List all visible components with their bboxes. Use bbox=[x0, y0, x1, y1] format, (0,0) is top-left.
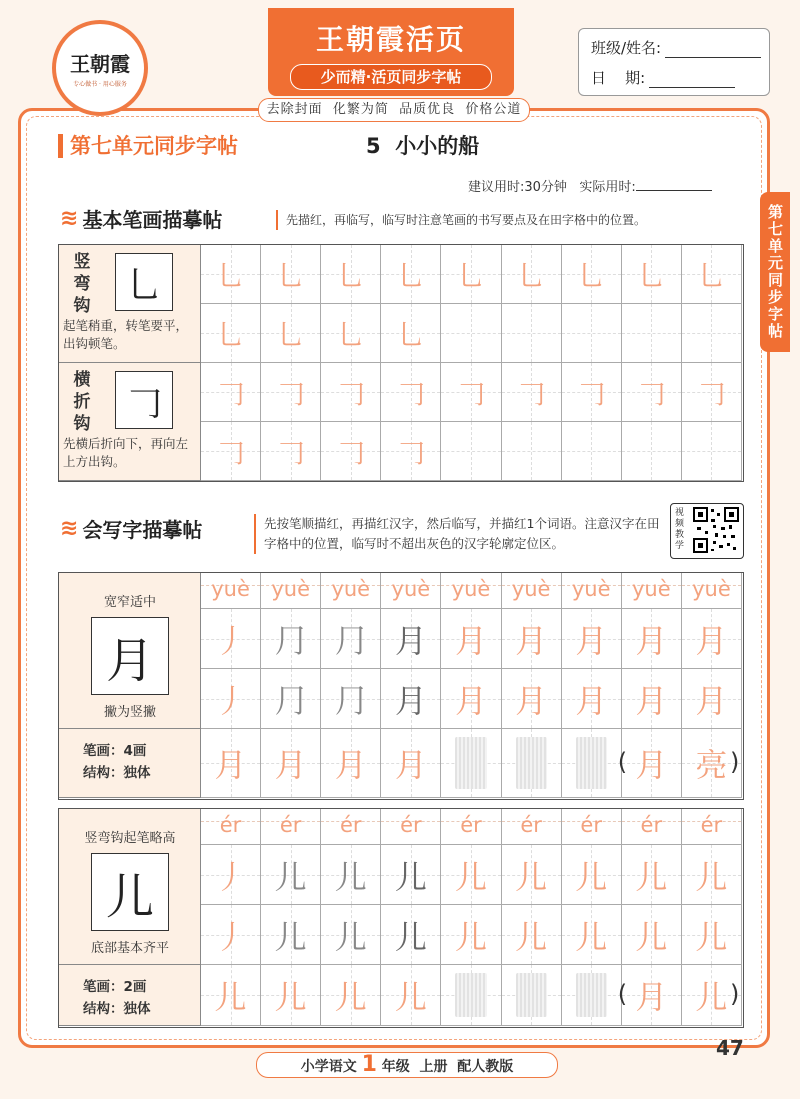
trace-stroke: 𠃌 bbox=[517, 377, 546, 410]
practice-cell[interactable] bbox=[622, 363, 682, 422]
practice-cell[interactable] bbox=[682, 245, 742, 304]
pinyin-trace: ér bbox=[700, 813, 723, 837]
trace-stroke: 𠃌 bbox=[396, 377, 425, 410]
pinyin-trace: yuè bbox=[511, 577, 551, 601]
trace-char: 月 bbox=[515, 621, 548, 660]
actual-time-field[interactable] bbox=[636, 178, 712, 191]
practice-cell[interactable] bbox=[622, 965, 682, 1026]
practice-cell[interactable] bbox=[201, 965, 261, 1026]
practice-cell[interactable] bbox=[622, 845, 682, 905]
section1-desc: 先描红，再临写，临写时注意笔画的书写要点及在田字格中的位置。 bbox=[276, 210, 756, 230]
trace-stroke: 𠃌 bbox=[336, 377, 365, 410]
section2-header bbox=[60, 514, 202, 543]
practice-cell[interactable] bbox=[622, 609, 682, 669]
time-row bbox=[468, 176, 712, 195]
pinyin-cell[interactable] bbox=[622, 573, 682, 609]
wave-icon: ≋ bbox=[60, 516, 79, 541]
practice-cell[interactable] bbox=[502, 905, 562, 965]
char-bottom-tip: 撇为竖撇 bbox=[103, 705, 156, 720]
trace-stroke: 𠃌 bbox=[697, 377, 726, 410]
practice-cell[interactable] bbox=[381, 422, 441, 481]
practice-cell[interactable] bbox=[441, 245, 501, 304]
footer-grade-text: 年级 上册 配人教版 bbox=[381, 1059, 514, 1075]
practice-cell[interactable] bbox=[682, 905, 742, 965]
practice-cell[interactable] bbox=[201, 245, 261, 304]
practice-cell[interactable] bbox=[381, 965, 441, 1026]
footer-subject: 小学语文 bbox=[300, 1059, 357, 1075]
lesson-title: 5 小小的船 bbox=[366, 134, 480, 158]
practice-cell[interactable] bbox=[622, 304, 682, 363]
word-paren-right: ) bbox=[730, 979, 740, 1008]
class-name-label: 班级/姓名: bbox=[591, 39, 662, 57]
trace-stroke: 乚 bbox=[637, 259, 666, 292]
pinyin-cell[interactable] bbox=[321, 573, 381, 609]
practice-cell[interactable] bbox=[261, 609, 321, 669]
practice-cell[interactable] bbox=[321, 245, 381, 304]
practice-cell[interactable] bbox=[562, 245, 622, 304]
pinyin-cell[interactable] bbox=[441, 809, 501, 845]
pinyin-cell[interactable] bbox=[502, 809, 562, 845]
practice-cell[interactable] bbox=[381, 729, 441, 798]
pinyin-trace: yuè bbox=[211, 577, 250, 601]
practice-cell[interactable] bbox=[261, 363, 321, 422]
char-structure: 结构：独体 bbox=[83, 765, 151, 781]
practice-cell[interactable] bbox=[321, 304, 381, 363]
trace-char: 儿 bbox=[394, 857, 427, 896]
practice-cell[interactable] bbox=[381, 845, 441, 905]
practice-cell[interactable] bbox=[562, 609, 622, 669]
class-name-field[interactable] bbox=[665, 43, 761, 58]
word-trace-char: 月 bbox=[635, 978, 668, 1016]
trace-char: 丿 bbox=[214, 621, 247, 660]
practice-cell[interactable] bbox=[321, 609, 381, 669]
practice-cell[interactable] bbox=[441, 422, 501, 481]
practice-cell[interactable] bbox=[261, 669, 321, 729]
practice-cell[interactable] bbox=[682, 669, 742, 729]
logo-text: 王朝霞 bbox=[70, 52, 130, 76]
pinyin-cell[interactable] bbox=[682, 809, 742, 845]
slogan: 去除封面 化繁为简 品质优良 价格公道 bbox=[258, 98, 530, 122]
practice-cell[interactable] bbox=[562, 965, 622, 1026]
pinyin-trace: ér bbox=[460, 813, 482, 837]
trace-char: 月 bbox=[454, 621, 487, 660]
practice-cell[interactable] bbox=[682, 363, 742, 422]
trace-char: 月 bbox=[575, 681, 608, 720]
page-number: 47 bbox=[716, 1036, 744, 1060]
practice-cell[interactable] bbox=[562, 304, 622, 363]
practice-cell[interactable] bbox=[201, 304, 261, 363]
stroke-tip: 先横后折向下，再向左上方出钩。 bbox=[63, 436, 189, 469]
pinyin-cell[interactable] bbox=[201, 573, 261, 609]
trace-stroke: 乚 bbox=[517, 259, 546, 292]
trace-char: ⺆ bbox=[334, 681, 367, 720]
practice-cell[interactable] bbox=[381, 245, 441, 304]
pinyin-trace: ér bbox=[640, 813, 663, 837]
trace-char: 儿 bbox=[394, 917, 427, 956]
trace-stroke: 乚 bbox=[396, 318, 425, 351]
pinyin-cell[interactable] bbox=[502, 573, 562, 609]
pinyin-cell[interactable] bbox=[562, 573, 622, 609]
char-stroke-count: 笔画：4画 bbox=[83, 743, 147, 759]
pinyin-trace: yuè bbox=[571, 577, 611, 601]
practice-cell[interactable] bbox=[321, 669, 381, 729]
trace-char: 儿 bbox=[635, 857, 668, 896]
char-sample: 儿 bbox=[91, 853, 169, 931]
practice-cell[interactable] bbox=[622, 422, 682, 481]
practice-cell[interactable] bbox=[321, 965, 381, 1026]
outline-zone bbox=[455, 973, 486, 1017]
practice-cell[interactable] bbox=[622, 905, 682, 965]
pinyin-trace: ér bbox=[580, 813, 602, 837]
practice-cell[interactable] bbox=[261, 422, 321, 481]
practice-cell[interactable] bbox=[201, 669, 261, 729]
trace-char: 儿 bbox=[274, 978, 307, 1016]
trace-char: 月 bbox=[695, 681, 728, 720]
qr-icon bbox=[693, 507, 739, 553]
practice-cell[interactable] bbox=[201, 845, 261, 905]
practice-cell[interactable] bbox=[261, 729, 321, 798]
trace-char: 儿 bbox=[695, 917, 728, 956]
trace-char: 月 bbox=[575, 621, 608, 660]
practice-cell[interactable] bbox=[381, 905, 441, 965]
qr-code[interactable] bbox=[670, 503, 744, 559]
char-bottom-tip: 底部基本齐平 bbox=[90, 941, 169, 956]
pinyin-trace: yuè bbox=[451, 577, 491, 601]
practice-cell[interactable] bbox=[682, 845, 742, 905]
trace-stroke: 𠃌 bbox=[216, 377, 245, 410]
trace-char: ⺆ bbox=[334, 621, 367, 660]
stroke-sample: 乚 bbox=[115, 253, 173, 311]
trace-stroke: 𠃌 bbox=[336, 436, 365, 469]
word-paren-left: ( bbox=[617, 747, 628, 776]
char-practice-table-1 bbox=[58, 572, 744, 800]
outline-zone bbox=[516, 737, 547, 789]
trace-char: 儿 bbox=[575, 857, 608, 896]
stroke-tip: 起笔稍重，转笔要平，出钩顿笔。 bbox=[63, 318, 189, 351]
trace-char: 月 bbox=[394, 681, 427, 720]
footer-grade-number: 1 bbox=[361, 1052, 377, 1077]
pinyin-trace: yuè bbox=[631, 577, 671, 601]
name-date-box bbox=[578, 28, 770, 96]
stroke-name: 竖 弯 钩 bbox=[73, 252, 91, 316]
practice-cell[interactable] bbox=[321, 729, 381, 798]
trace-stroke: 𠃌 bbox=[216, 436, 245, 469]
unit-title: 第七单元同步字帖 bbox=[70, 134, 238, 158]
trace-stroke: 𠃌 bbox=[276, 377, 305, 410]
practice-cell[interactable] bbox=[321, 363, 381, 422]
trace-char: 儿 bbox=[394, 978, 427, 1016]
practice-cell[interactable] bbox=[502, 609, 562, 669]
trace-char: 月 bbox=[635, 621, 668, 660]
trace-char: 月 bbox=[695, 621, 728, 660]
brand-logo bbox=[52, 20, 148, 116]
char-meta-cell bbox=[59, 965, 201, 1026]
brand-subtitle: 少而精·活页同步字帖 bbox=[290, 64, 492, 90]
trace-char: 儿 bbox=[334, 857, 367, 896]
pinyin-trace: ér bbox=[520, 813, 542, 837]
trace-char: 月 bbox=[635, 681, 668, 720]
outline-zone bbox=[516, 973, 547, 1017]
practice-cell[interactable] bbox=[321, 422, 381, 481]
section1-header bbox=[60, 204, 222, 233]
trace-stroke: 乚 bbox=[216, 259, 245, 292]
practice-cell[interactable] bbox=[502, 363, 562, 422]
practice-cell[interactable] bbox=[441, 905, 501, 965]
trace-char: 儿 bbox=[274, 917, 307, 956]
outline-zone bbox=[576, 973, 607, 1017]
stroke-info-cell bbox=[59, 363, 201, 481]
trace-stroke: 𠃌 bbox=[456, 377, 485, 410]
trace-char: 儿 bbox=[334, 978, 367, 1016]
practice-cell[interactable] bbox=[682, 609, 742, 669]
char-top-tip: 竖弯钩起笔略高 bbox=[84, 831, 176, 846]
practice-cell[interactable] bbox=[562, 905, 622, 965]
char-top-tip: 宽窄适中 bbox=[103, 595, 156, 610]
pinyin-trace: ér bbox=[279, 813, 302, 837]
practice-cell[interactable] bbox=[622, 729, 682, 798]
char-info-cell bbox=[59, 809, 201, 965]
practice-cell[interactable] bbox=[381, 304, 441, 363]
trace-char: 丿 bbox=[214, 917, 247, 956]
practice-cell[interactable] bbox=[321, 905, 381, 965]
stroke-name: 横 折 钩 bbox=[73, 370, 91, 434]
practice-cell[interactable] bbox=[622, 669, 682, 729]
char-sample: 月 bbox=[91, 617, 169, 695]
practice-cell[interactable] bbox=[201, 422, 261, 481]
practice-cell[interactable] bbox=[201, 609, 261, 669]
trace-char: ⺆ bbox=[274, 621, 307, 660]
stroke-practice-table bbox=[58, 244, 744, 482]
trace-stroke: 乚 bbox=[216, 318, 245, 351]
trace-char: 儿 bbox=[454, 917, 487, 956]
practice-cell[interactable] bbox=[201, 363, 261, 422]
pinyin-cell[interactable] bbox=[261, 809, 321, 845]
trace-char: 儿 bbox=[695, 857, 728, 896]
trace-char: 儿 bbox=[214, 978, 247, 1016]
practice-cell[interactable] bbox=[441, 669, 501, 729]
word-trace-char: 亮 bbox=[695, 746, 728, 784]
trace-stroke: 𠃌 bbox=[396, 436, 425, 469]
pinyin-cell[interactable] bbox=[261, 573, 321, 609]
trace-stroke: 𠃌 bbox=[276, 436, 305, 469]
char-stroke-count: 笔画：2画 bbox=[83, 979, 147, 995]
trace-char: 丿 bbox=[214, 681, 247, 720]
pinyin-trace: yuè bbox=[271, 577, 310, 601]
practice-cell[interactable] bbox=[201, 905, 261, 965]
section2-title: 会写字描摹帖 bbox=[82, 518, 203, 542]
trace-char: 月 bbox=[274, 746, 307, 784]
footer-bar bbox=[256, 1052, 558, 1078]
trace-char: 儿 bbox=[515, 857, 548, 896]
trace-char: 月 bbox=[214, 746, 247, 784]
qr-label: 视频教学 bbox=[675, 508, 685, 551]
trace-char: 儿 bbox=[515, 917, 548, 956]
practice-cell[interactable] bbox=[562, 669, 622, 729]
practice-cell[interactable] bbox=[441, 845, 501, 905]
practice-cell[interactable] bbox=[502, 669, 562, 729]
pinyin-cell[interactable] bbox=[381, 809, 441, 845]
practice-cell[interactable] bbox=[441, 304, 501, 363]
wave-icon: ≋ bbox=[60, 206, 79, 231]
word-paren-right: ) bbox=[730, 747, 740, 776]
trace-char: 儿 bbox=[334, 917, 367, 956]
practice-cell[interactable] bbox=[502, 422, 562, 481]
practice-cell[interactable] bbox=[261, 845, 321, 905]
stroke-sample: 𠃌 bbox=[115, 371, 173, 429]
practice-cell[interactable] bbox=[441, 729, 501, 798]
char-structure: 结构：独体 bbox=[83, 1001, 151, 1017]
char-info-cell bbox=[59, 573, 201, 729]
practice-cell[interactable] bbox=[381, 363, 441, 422]
pinyin-trace: ér bbox=[400, 813, 422, 837]
practice-cell[interactable] bbox=[502, 729, 562, 798]
trace-stroke: 乚 bbox=[276, 259, 305, 292]
trace-char: 儿 bbox=[575, 917, 608, 956]
pinyin-cell[interactable] bbox=[441, 573, 501, 609]
trace-stroke: 乚 bbox=[577, 259, 606, 292]
practice-cell[interactable] bbox=[321, 845, 381, 905]
practice-cell[interactable] bbox=[502, 245, 562, 304]
date-field[interactable] bbox=[649, 73, 735, 88]
trace-char: 儿 bbox=[274, 857, 307, 896]
char-practice-table-2 bbox=[58, 808, 744, 1028]
practice-cell[interactable] bbox=[682, 422, 742, 481]
trace-char: ⺆ bbox=[274, 681, 307, 720]
brand-banner bbox=[268, 8, 514, 96]
practice-cell[interactable] bbox=[441, 363, 501, 422]
practice-cell[interactable] bbox=[502, 845, 562, 905]
practice-cell[interactable] bbox=[441, 965, 501, 1026]
practice-cell[interactable] bbox=[201, 729, 261, 798]
trace-stroke: 乚 bbox=[276, 318, 305, 351]
trace-char: 月 bbox=[394, 621, 427, 660]
word-trace-char: 儿 bbox=[695, 978, 728, 1016]
char-meta-cell bbox=[59, 729, 201, 798]
practice-cell[interactable] bbox=[502, 304, 562, 363]
pinyin-cell[interactable] bbox=[321, 809, 381, 845]
brand-title: 王朝霞活页 bbox=[315, 23, 466, 56]
practice-cell[interactable] bbox=[261, 905, 321, 965]
practice-cell[interactable] bbox=[622, 245, 682, 304]
trace-stroke: 乚 bbox=[336, 259, 365, 292]
unit-title-bar bbox=[58, 134, 63, 158]
trace-stroke: 𠃌 bbox=[577, 377, 606, 410]
pinyin-cell[interactable] bbox=[381, 573, 441, 609]
practice-cell[interactable] bbox=[261, 304, 321, 363]
trace-char: 月 bbox=[454, 681, 487, 720]
trace-char: 月 bbox=[334, 746, 367, 784]
trace-stroke: 乚 bbox=[456, 259, 485, 292]
practice-cell[interactable] bbox=[261, 965, 321, 1026]
time-label: 建议用时:30分钟 实际用时: bbox=[468, 180, 636, 195]
word-paren-left: ( bbox=[617, 979, 628, 1008]
trace-char: 月 bbox=[394, 746, 427, 784]
practice-cell[interactable] bbox=[682, 304, 742, 363]
trace-stroke: 乚 bbox=[396, 259, 425, 292]
date-label: 日 期: bbox=[591, 69, 646, 87]
practice-cell[interactable] bbox=[261, 245, 321, 304]
trace-stroke: 𠃌 bbox=[637, 377, 666, 410]
practice-cell[interactable] bbox=[562, 845, 622, 905]
pinyin-cell[interactable] bbox=[622, 809, 682, 845]
practice-cell[interactable] bbox=[502, 965, 562, 1026]
section1-title: 基本笔画描摹帖 bbox=[82, 208, 223, 232]
section2-desc: 先按笔顺描红，再描红汉字，然后临写，并描红1个词语。注意汉字在田字格中的位置，临写时不超出灰色的汉字轮廓定位区。 bbox=[254, 514, 668, 554]
outline-zone bbox=[455, 737, 486, 789]
word-trace-char: 月 bbox=[635, 746, 668, 784]
pinyin-trace: ér bbox=[339, 813, 362, 837]
practice-cell[interactable] bbox=[381, 669, 441, 729]
pinyin-cell[interactable] bbox=[682, 573, 742, 609]
pinyin-trace: ér bbox=[219, 813, 242, 837]
trace-char: 儿 bbox=[635, 917, 668, 956]
trace-stroke: 乚 bbox=[697, 259, 726, 292]
practice-cell[interactable] bbox=[562, 422, 622, 481]
stroke-info-cell bbox=[59, 245, 201, 363]
practice-cell[interactable] bbox=[562, 363, 622, 422]
practice-cell[interactable] bbox=[441, 609, 501, 669]
side-tab[interactable]: 第七单元同步字帖 bbox=[760, 192, 790, 352]
trace-stroke: 乚 bbox=[336, 318, 365, 351]
trace-char: 儿 bbox=[454, 857, 487, 896]
logo-sub: 专心做书 · 用心服务 bbox=[73, 81, 127, 88]
pinyin-cell[interactable] bbox=[201, 809, 261, 845]
pinyin-trace: yuè bbox=[331, 577, 371, 601]
pinyin-cell[interactable] bbox=[562, 809, 622, 845]
trace-char: 月 bbox=[515, 681, 548, 720]
practice-cell[interactable] bbox=[562, 729, 622, 798]
pinyin-trace: yuè bbox=[692, 577, 731, 601]
practice-cell[interactable] bbox=[381, 609, 441, 669]
outline-zone bbox=[576, 737, 607, 789]
pinyin-trace: yuè bbox=[391, 577, 431, 601]
trace-char: 丿 bbox=[214, 857, 247, 896]
